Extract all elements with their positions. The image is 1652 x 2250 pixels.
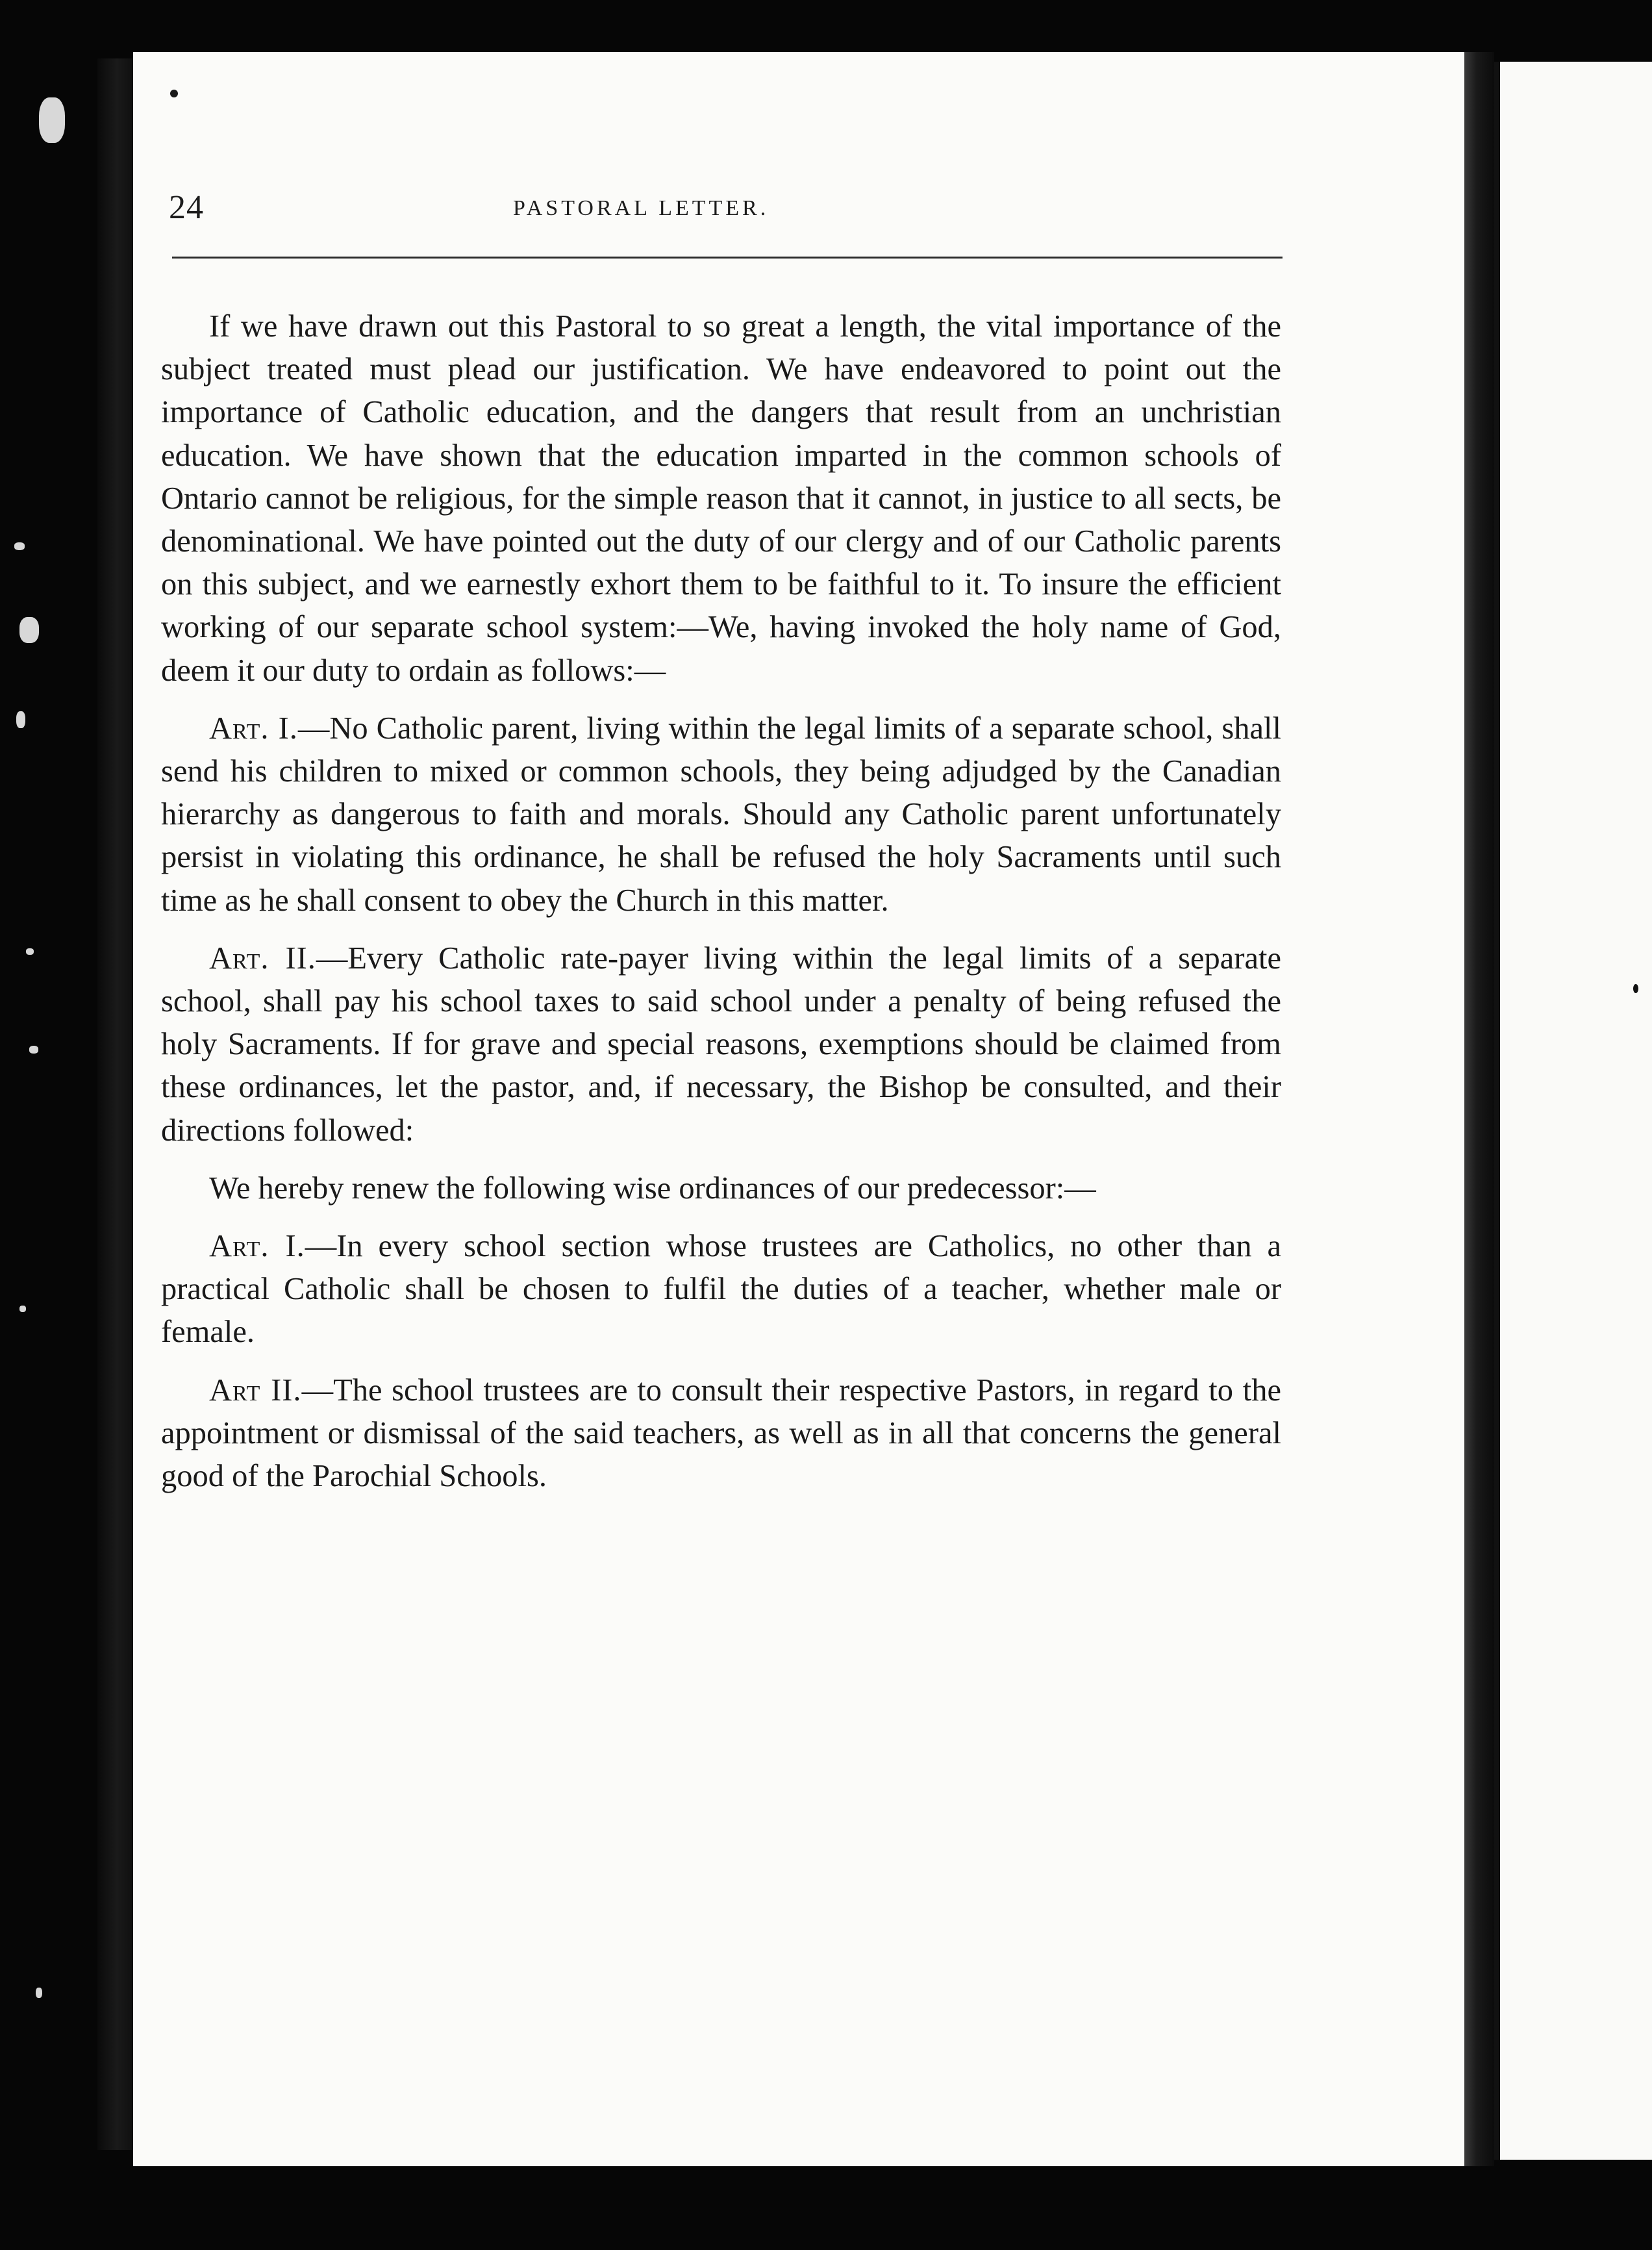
article-paragraph [161, 1369, 1281, 1498]
running-title: PASTORAL LETTER. [513, 196, 770, 220]
article-label: Art II. [209, 1372, 302, 1408]
running-head [169, 188, 1279, 253]
paragraph-text: We hereby renew the following wise ordinances of our predecessor:— [209, 1170, 1096, 1206]
paragraph [161, 1167, 1281, 1210]
scan-artifact [14, 542, 25, 550]
scan-artifact [1633, 984, 1638, 993]
article-label: Art. I. [209, 1229, 305, 1264]
page-gutter-shadow [1464, 52, 1494, 2166]
page-number: 24 [169, 189, 204, 226]
body-text [161, 305, 1281, 1513]
article-paragraph [161, 707, 1281, 922]
paragraph-text: —In every school section whose trustees are Catholics, no other than a practical Catholic shall be chosen to fulfil the duties of a teacher, whether male or female. [161, 1229, 1281, 1350]
paragraph [161, 305, 1281, 692]
paragraph-text: —Every Catholic rate-payer living within the legal limits of a separate school, shall pay his school taxes to said school under a penalty of being refused the holy Sacraments. If for grave and special reasons, exemptions should be claimed from these ordinances, let the pastor, and, if necessary, the Bishop be consulted, and their directions followed: [161, 941, 1281, 1148]
scan-artifact [170, 90, 178, 97]
binding-edge [97, 58, 136, 2150]
scan-artifact [26, 948, 34, 955]
scan-artifact [39, 97, 65, 143]
article-label: Art. I. [209, 711, 298, 746]
left-margin-artifacts [0, 0, 97, 2250]
scan-artifact [16, 711, 25, 728]
facing-page [1500, 62, 1652, 2160]
scan-artifact [19, 1306, 26, 1312]
scan-artifact [29, 1046, 38, 1054]
article-paragraph [161, 937, 1281, 1152]
scan-artifact [36, 1988, 42, 1998]
paragraph-text: If we have drawn out this Pastoral to so great a length, the vital importance of the subject treated must plead our justification. We have endeavored to point out the importance of Catholic education, and the dangers that result from an unchristian education. We have shown that the education imparted in the common schools of Ontario cannot be religious, for the simple reason that it cannot, in justice to all sects, be denominational. We have pointed out the duty of our clergy and of our Catholic parents on this subject, and we earnestly exhort them to be faithful to it. To insure the efficient working of our separate school system:—We, having invoked the holy name of God, deem it our duty to ordain as follows:— [161, 309, 1281, 688]
paragraph-text: —The school trustees are to consult their respective Pastors, in regard to the appointment or dismissal of the said teachers, as well as in all that concerns the general good of the Parochial Schools. [161, 1372, 1281, 1494]
article-label: Art. II. [209, 941, 316, 976]
paragraph-text: —No Catholic parent, living within the legal limits of a separate school, shall send his children to mixed or common schools, they being adjudged by the Canadian hierarchy as dangerous to faith and morals. Should any Catholic parent unfortunately persist in violating this ordinance, he shall be refused the holy Sacraments until such time as he shall consent to obey the Church in this matter. [161, 711, 1281, 918]
header-rule [172, 257, 1283, 259]
article-paragraph [161, 1225, 1281, 1354]
scan-artifact [19, 617, 39, 643]
